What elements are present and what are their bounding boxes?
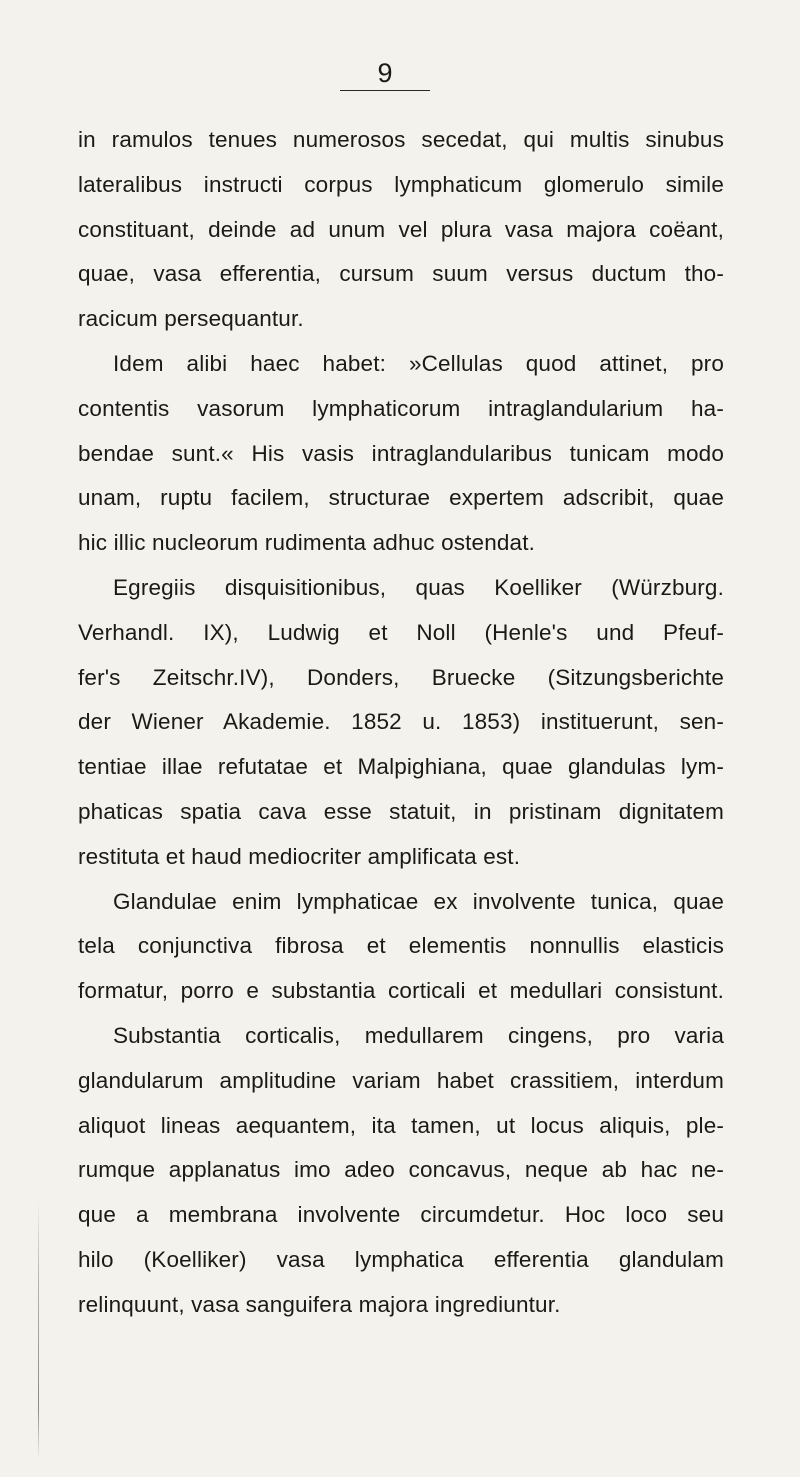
text-line-10: hic illic nucleorum rudimenta adhuc ostendat. xyxy=(78,530,535,556)
page-edge-shadow xyxy=(38,1200,39,1460)
text-line-19: tela conjunctiva fibrosa et elementis nonnullis elasticis xyxy=(78,933,724,959)
text-line-16: phaticas spatia cava esse statuit, in pristinam dignitatem xyxy=(78,798,724,824)
text-line-8: bendae sunt.« His vasis intraglandularibus tunicam modo xyxy=(78,440,724,466)
text-line-14: der Wiener Akademie. 1852 u. 1853) instituerunt, sen- xyxy=(78,709,724,735)
body-text xyxy=(78,118,724,1328)
text-line-22: glandularum amplitudine variam habet crassitiem, interdum xyxy=(78,1067,724,1093)
text-line-7: contentis vasorum lymphaticorum intraglandularium ha- xyxy=(78,395,724,421)
text-line-3: constituant, deinde ad unum vel plura vasa majora coëant, xyxy=(78,216,724,242)
text-line-5: racicum persequantur. xyxy=(78,306,304,332)
text-line-1: in ramulos tenues numerosos secedat, qui multis sinubus xyxy=(78,127,724,152)
page-number: 9 xyxy=(340,58,430,91)
text-line-9: unam, ruptu facilem, structurae expertem adscribit, quae xyxy=(78,485,724,511)
text-line-11: Egregiis disquisitionibus, quas Koelliker (Würzburg. xyxy=(113,574,724,600)
text-line-17: restituta et haud mediocriter amplificata est. xyxy=(78,843,521,869)
text-line-6: Idem alibi haec habet: »Cellulas quod attinet, pro xyxy=(113,350,724,376)
text-line-12: Verhandl. IX), Ludwig et Noll (Henle's und Pfeuf- xyxy=(78,619,724,645)
text-line-24: rumque applanatus imo adeo concavus, neque ab hac ne- xyxy=(78,1157,724,1183)
text-line-21: Substantia corticalis, medullarem cingens, pro varia xyxy=(113,1022,724,1048)
text-line-27: relinquunt, vasa sanguifera majora ingrediuntur. xyxy=(78,1291,561,1317)
text-line-25: que a membrana involvente circumdetur. Hoc loco seu xyxy=(78,1202,724,1228)
text-line-18: Glandulae enim lymphaticae ex involvente tunica, quae xyxy=(113,888,724,914)
text-line-26: hilo (Koelliker) vasa lymphatica efferentia glandulam xyxy=(78,1246,724,1272)
text-line-2: lateralibus instructi corpus lymphaticum glomerulo simile xyxy=(78,171,724,197)
text-line-13: fer's Zeitschr.IV), Donders, Bruecke (Sitzungsberichte xyxy=(78,664,724,690)
text-line-15: tentiae illae refutatae et Malpighiana, quae glandulas lym- xyxy=(78,754,724,780)
text-line-20: formatur, porro e substantia corticali et medullari consistunt. xyxy=(78,978,724,1004)
text-line-4: quae, vasa efferentia, cursum suum versus ductum tho- xyxy=(78,261,724,287)
text-line-23: aliquot lineas aequantem, ita tamen, ut locus aliquis, ple- xyxy=(78,1112,724,1138)
